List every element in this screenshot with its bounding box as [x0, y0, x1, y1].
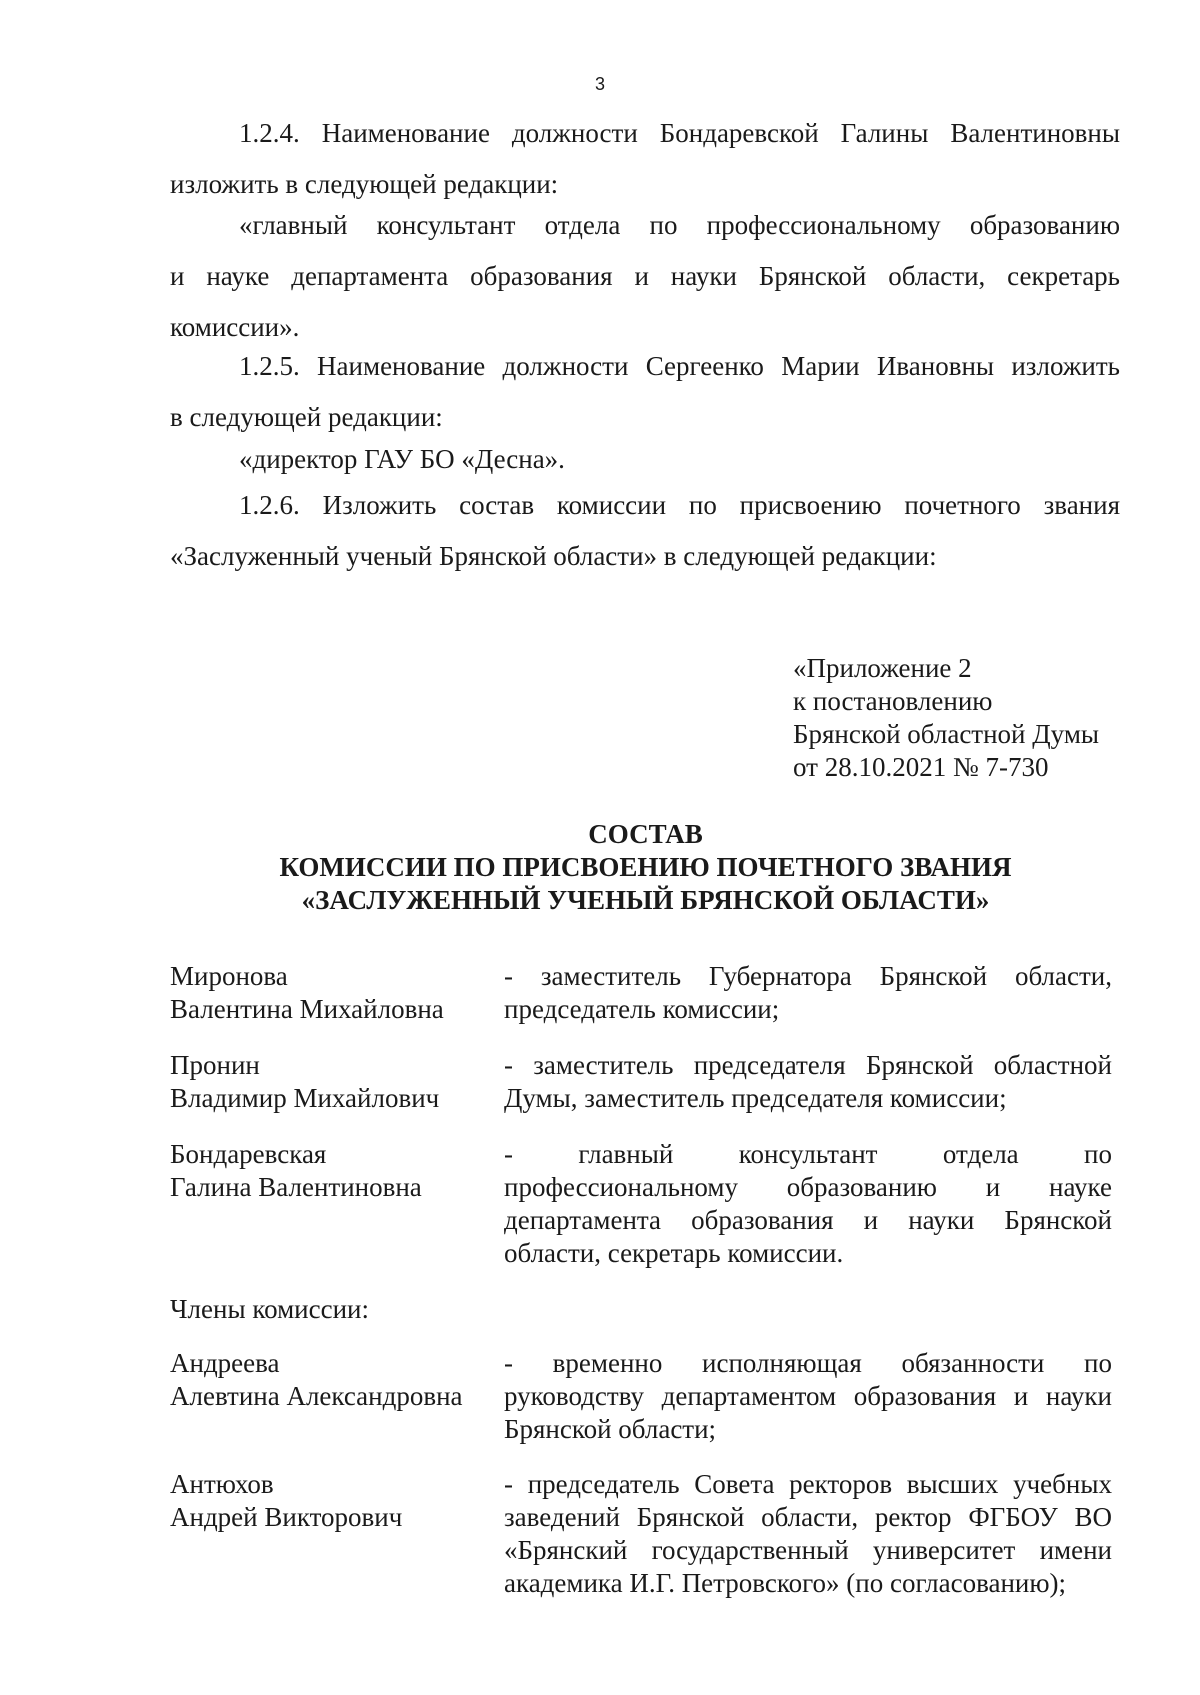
member-given-name: Галина Валентиновна	[170, 1172, 422, 1202]
paragraph-1-2-5	[170, 341, 1120, 443]
heading-line: СОСТАВ	[588, 819, 703, 849]
composition-heading	[0, 818, 1200, 917]
member-name	[170, 960, 490, 1026]
member-surname: Пронин	[170, 1050, 260, 1080]
appendix-line: от 28.10.2021 № 7-730	[793, 752, 1049, 782]
paragraph-first-line: 1.2.5. Наименование должности Сергеенко Марии Ивановны изложить	[239, 351, 1120, 381]
member-given-name: Андрей Викторович	[170, 1502, 403, 1532]
appendix-line: к постановлению	[793, 686, 993, 716]
member-name	[170, 1138, 490, 1204]
member-given-name: Валентина Михайловна	[170, 994, 444, 1024]
appendix-line: Брянской областной Думы	[793, 719, 1100, 749]
member-surname: Андреева	[170, 1348, 280, 1378]
member-name	[170, 1468, 490, 1534]
member-role: - временно исполняющая обязанности по руководству департаментом образования и науки Брянской области;	[504, 1348, 1112, 1444]
member-surname: Миронова	[170, 961, 288, 991]
heading-line: «ЗАСЛУЖЕННЫЙ УЧЕНЫЙ БРЯНСКОЙ ОБЛАСТИ»	[301, 885, 990, 915]
member-role: - заместитель председателя Брянской областной Думы, заместитель председателя комиссии;	[504, 1050, 1112, 1113]
member-surname: Антюхов	[170, 1469, 274, 1499]
paragraph-first-line: «главный консультант отдела по профессиональному образованию	[239, 210, 1120, 240]
paragraph-quoted-title	[170, 200, 1120, 353]
appendix-reference	[793, 652, 1099, 784]
appendix-line: «Приложение 2	[793, 653, 972, 683]
paragraph-rest: «Заслуженный ученый Брянской области» в следующей редакции:	[170, 541, 937, 571]
paragraph-first-line: 1.2.6. Изложить состав комиссии по присвоению почетного звания	[239, 490, 1120, 520]
paragraph-first-line: «директор ГАУ БО «Десна».	[239, 444, 565, 474]
paragraph-1-2-4	[170, 108, 1120, 210]
member-given-name: Алевтина Александровна	[170, 1381, 463, 1411]
heading-line: КОМИССИИ ПО ПРИСВОЕНИЮ ПОЧЕТНОГО ЗВАНИЯ	[279, 852, 1012, 882]
paragraph-rest: изложить в следующей редакции:	[170, 169, 559, 199]
paragraph-rest: и науке департамента образования и науки Брянской области, секретарь комиссии».	[170, 261, 1120, 342]
member-role: - главный консультант отдела по профессиональному образованию и науке департамента образования и науки Брянской области, секретарь комиссии.	[504, 1139, 1112, 1268]
member-role: - заместитель Губернатора Брянской области, председатель комиссии;	[504, 961, 1112, 1024]
paragraph-first-line: 1.2.4. Наименование должности Бондаревской Галины Валентиновны	[239, 118, 1120, 148]
paragraph-director	[170, 434, 1120, 485]
members-label: Члены комиссии:	[170, 1294, 369, 1324]
member-name	[170, 1049, 490, 1115]
member-surname: Бондаревская	[170, 1139, 327, 1169]
paragraph-1-2-6	[170, 480, 1120, 582]
member-role: - председатель Совета ректоров высших учебных заведений Брянской области, ректор ФГБОУ ВО «Брянский государственный университет имени академика И.Г. Петровского» (по согласованию);	[504, 1469, 1112, 1598]
member-given-name: Владимир Михайлович	[170, 1083, 440, 1113]
paragraph-rest: в следующей редакции:	[170, 402, 443, 432]
member-name	[170, 1347, 490, 1413]
page-number: 3	[594, 74, 605, 94]
